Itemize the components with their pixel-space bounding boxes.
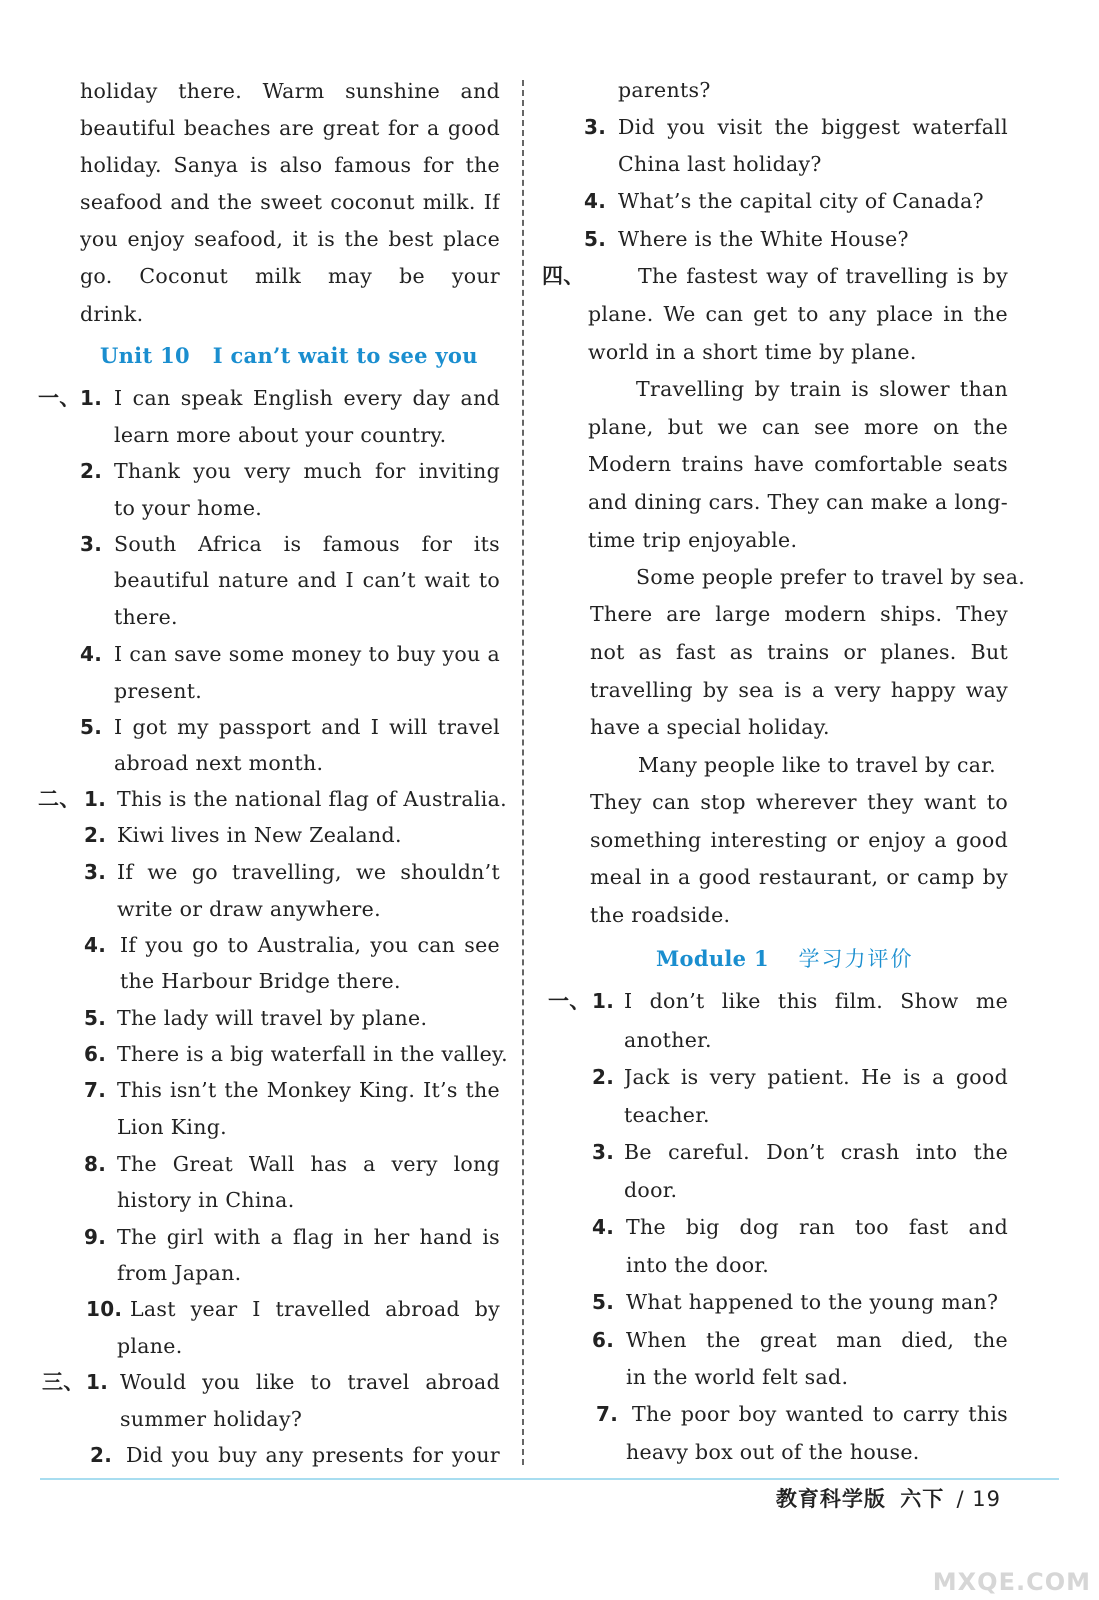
passage-line: not as fast as trains or planes. But xyxy=(590,640,1008,664)
item-number: 5. xyxy=(592,1290,615,1314)
answer-line: door. xyxy=(624,1178,678,1202)
passage-line: There are large modern ships. They xyxy=(590,602,1008,626)
answer-line: The Great Wall has a very long xyxy=(117,1152,500,1176)
answer-line: teacher. xyxy=(624,1103,710,1127)
item-number: 5. xyxy=(584,227,607,251)
section-marker: 一、 xyxy=(38,386,81,410)
item-number: 2. xyxy=(80,459,103,483)
answer-line: If we go travelling, we shouldn’t xyxy=(117,860,500,884)
answer-line: from Japan. xyxy=(117,1261,242,1285)
answer-line: abroad next month. xyxy=(114,751,324,775)
page-footer xyxy=(776,1483,1001,1513)
answer-line: I can save some money to buy you a xyxy=(114,642,500,666)
answer-line: There is a big waterfall in the valley. xyxy=(117,1042,508,1066)
item-number: 4. xyxy=(84,933,107,957)
watermark: MXQE.COM xyxy=(932,1568,1091,1596)
answer-line: What’s the capital city of Canada? xyxy=(618,189,984,213)
item-number: 1. xyxy=(84,787,107,811)
answer-line: The lady will travel by plane. xyxy=(117,1006,428,1030)
answer-line: Last year I travelled abroad by xyxy=(130,1297,500,1321)
answer-line: Where is the White House? xyxy=(618,227,909,251)
passage-line: Some people prefer to travel by sea. xyxy=(636,565,1026,589)
item-number: 6. xyxy=(84,1042,107,1066)
item-number: 4. xyxy=(584,189,607,213)
passage-line: time trip enjoyable. xyxy=(588,528,798,552)
item-number: 6. xyxy=(592,1328,615,1352)
text-line: holiday there. Warm sunshine and xyxy=(80,79,500,103)
answer-line: Would you like to travel abroad xyxy=(120,1370,500,1394)
answer-line: Be careful. Don’t crash into the xyxy=(624,1140,1008,1164)
grade-label: 六下 xyxy=(900,1487,945,1511)
passage-line: have a special holiday. xyxy=(590,715,830,739)
footer-rule xyxy=(40,1478,1059,1480)
item-number: 2. xyxy=(592,1065,615,1089)
item-number: 1. xyxy=(592,989,615,1013)
section-marker: 一、 xyxy=(548,989,591,1013)
passage-line: and dining cars. They can make a long- xyxy=(588,490,1008,514)
text-line: holiday. Sanya is also famous for the xyxy=(80,153,500,177)
item-number: 7. xyxy=(596,1402,619,1426)
answer-line: I can speak English every day and xyxy=(114,386,500,410)
answer-line: parents? xyxy=(618,78,711,102)
answer-line: Lion King. xyxy=(117,1115,227,1139)
item-number: 3. xyxy=(84,860,107,884)
answer-line: beautiful nature and I can’t wait to xyxy=(114,568,500,592)
answer-line: Jack is very patient. He is a good xyxy=(624,1065,1008,1089)
module-heading xyxy=(656,940,1008,978)
item-number: 3. xyxy=(80,532,103,556)
answer-line: history in China. xyxy=(117,1188,295,1212)
item-number: 1. xyxy=(86,1370,109,1394)
passage-line: Many people like to travel by car. xyxy=(638,753,996,777)
item-number: 2. xyxy=(84,823,107,847)
passage-line: travelling by sea is a very happy way xyxy=(590,678,1008,702)
answer-line: in the world felt sad. xyxy=(626,1365,849,1389)
answer-line: Did you buy any presents for your xyxy=(126,1443,500,1467)
passage-line: Modern trains have comfortable seats xyxy=(588,452,1008,476)
text-line: go. Coconut milk may be your xyxy=(80,264,500,288)
answer-line: another. xyxy=(624,1028,712,1052)
column-divider xyxy=(522,80,524,1465)
text-line: you enjoy seafood, it is the best place xyxy=(80,227,500,251)
item-number: 3. xyxy=(592,1140,615,1164)
item-number: 8. xyxy=(84,1152,107,1176)
answer-line: China last holiday? xyxy=(618,152,822,176)
item-number: 4. xyxy=(80,642,103,666)
passage-line: They can stop wherever they want to xyxy=(590,790,1008,814)
answer-line: The poor boy wanted to carry this xyxy=(632,1402,1008,1426)
item-number: 3. xyxy=(584,115,607,139)
item-number: 10. xyxy=(86,1297,123,1321)
answer-line: South Africa is famous for its xyxy=(114,532,500,556)
answer-line: This is the national flag of Australia. xyxy=(117,787,507,811)
passage-line: the roadside. xyxy=(590,903,731,927)
text-line: beautiful beaches are great for a good xyxy=(80,116,500,140)
answer-line: Kiwi lives in New Zealand. xyxy=(117,823,402,847)
answer-line: Did you visit the biggest waterfall xyxy=(618,115,1008,139)
answer-line: heavy box out of the house. xyxy=(626,1440,920,1464)
answer-line: I got my passport and I will travel xyxy=(114,715,500,739)
item-number: 5. xyxy=(80,715,103,739)
answer-line: into the door. xyxy=(626,1253,770,1277)
item-number: 5. xyxy=(84,1006,107,1030)
answer-line: The girl with a flag in her hand is xyxy=(117,1225,500,1249)
answer-line: present. xyxy=(114,679,203,703)
answer-line: plane. xyxy=(117,1334,183,1358)
answer-line: there. xyxy=(114,605,178,629)
answer-line: What happened to the young man? xyxy=(626,1290,999,1314)
item-number: 1. xyxy=(80,386,103,410)
answer-line: The big dog ran too fast and xyxy=(626,1215,1008,1239)
passage-line: The fastest way of travelling is by xyxy=(638,264,1008,288)
answer-line: If you go to Australia, you can see xyxy=(120,933,500,957)
module-heading-en: Module 1 xyxy=(656,946,769,971)
answer-line: to your home. xyxy=(114,496,263,520)
item-number: 9. xyxy=(84,1225,107,1249)
answer-line: summer holiday? xyxy=(120,1407,303,1431)
passage-line: plane. We can get to any place in the xyxy=(588,302,1008,326)
page-number: / 19 xyxy=(956,1487,1001,1511)
item-number: 2. xyxy=(90,1443,113,1467)
item-number: 7. xyxy=(84,1078,107,1102)
answer-line: the Harbour Bridge there. xyxy=(120,969,401,993)
text-line: drink. xyxy=(80,302,144,326)
passage-line: plane, but we can see more on the xyxy=(588,415,1008,439)
passage-line: Travelling by train is slower than xyxy=(636,377,1008,401)
section-marker: 四、 xyxy=(542,264,585,288)
passage-line: something interesting or enjoy a good xyxy=(590,828,1008,852)
text-line: seafood and the sweet coconut milk. If xyxy=(80,190,500,214)
item-number: 4. xyxy=(592,1215,615,1239)
passage-line: world in a short time by plane. xyxy=(588,340,917,364)
section-marker: 二、 xyxy=(38,787,81,811)
edition-label: 教育科学版 xyxy=(775,1487,886,1511)
answer-line: Thank you very much for inviting xyxy=(114,459,500,483)
answer-line: When the great man died, the xyxy=(626,1328,1008,1352)
answer-line: learn more about your country. xyxy=(114,423,447,447)
section-marker: 三、 xyxy=(42,1370,85,1394)
module-heading-cn: 学习力评价 xyxy=(798,947,914,971)
answer-line: write or draw anywhere. xyxy=(117,897,381,921)
answer-line: I don’t like this film. Show me xyxy=(624,989,1008,1013)
answer-line: This isn’t the Monkey King. It’s the xyxy=(117,1078,500,1102)
unit-heading: Unit 10 I can’t wait to see you xyxy=(100,343,478,368)
passage-line: meal in a good restaurant, or camp by xyxy=(590,865,1008,889)
